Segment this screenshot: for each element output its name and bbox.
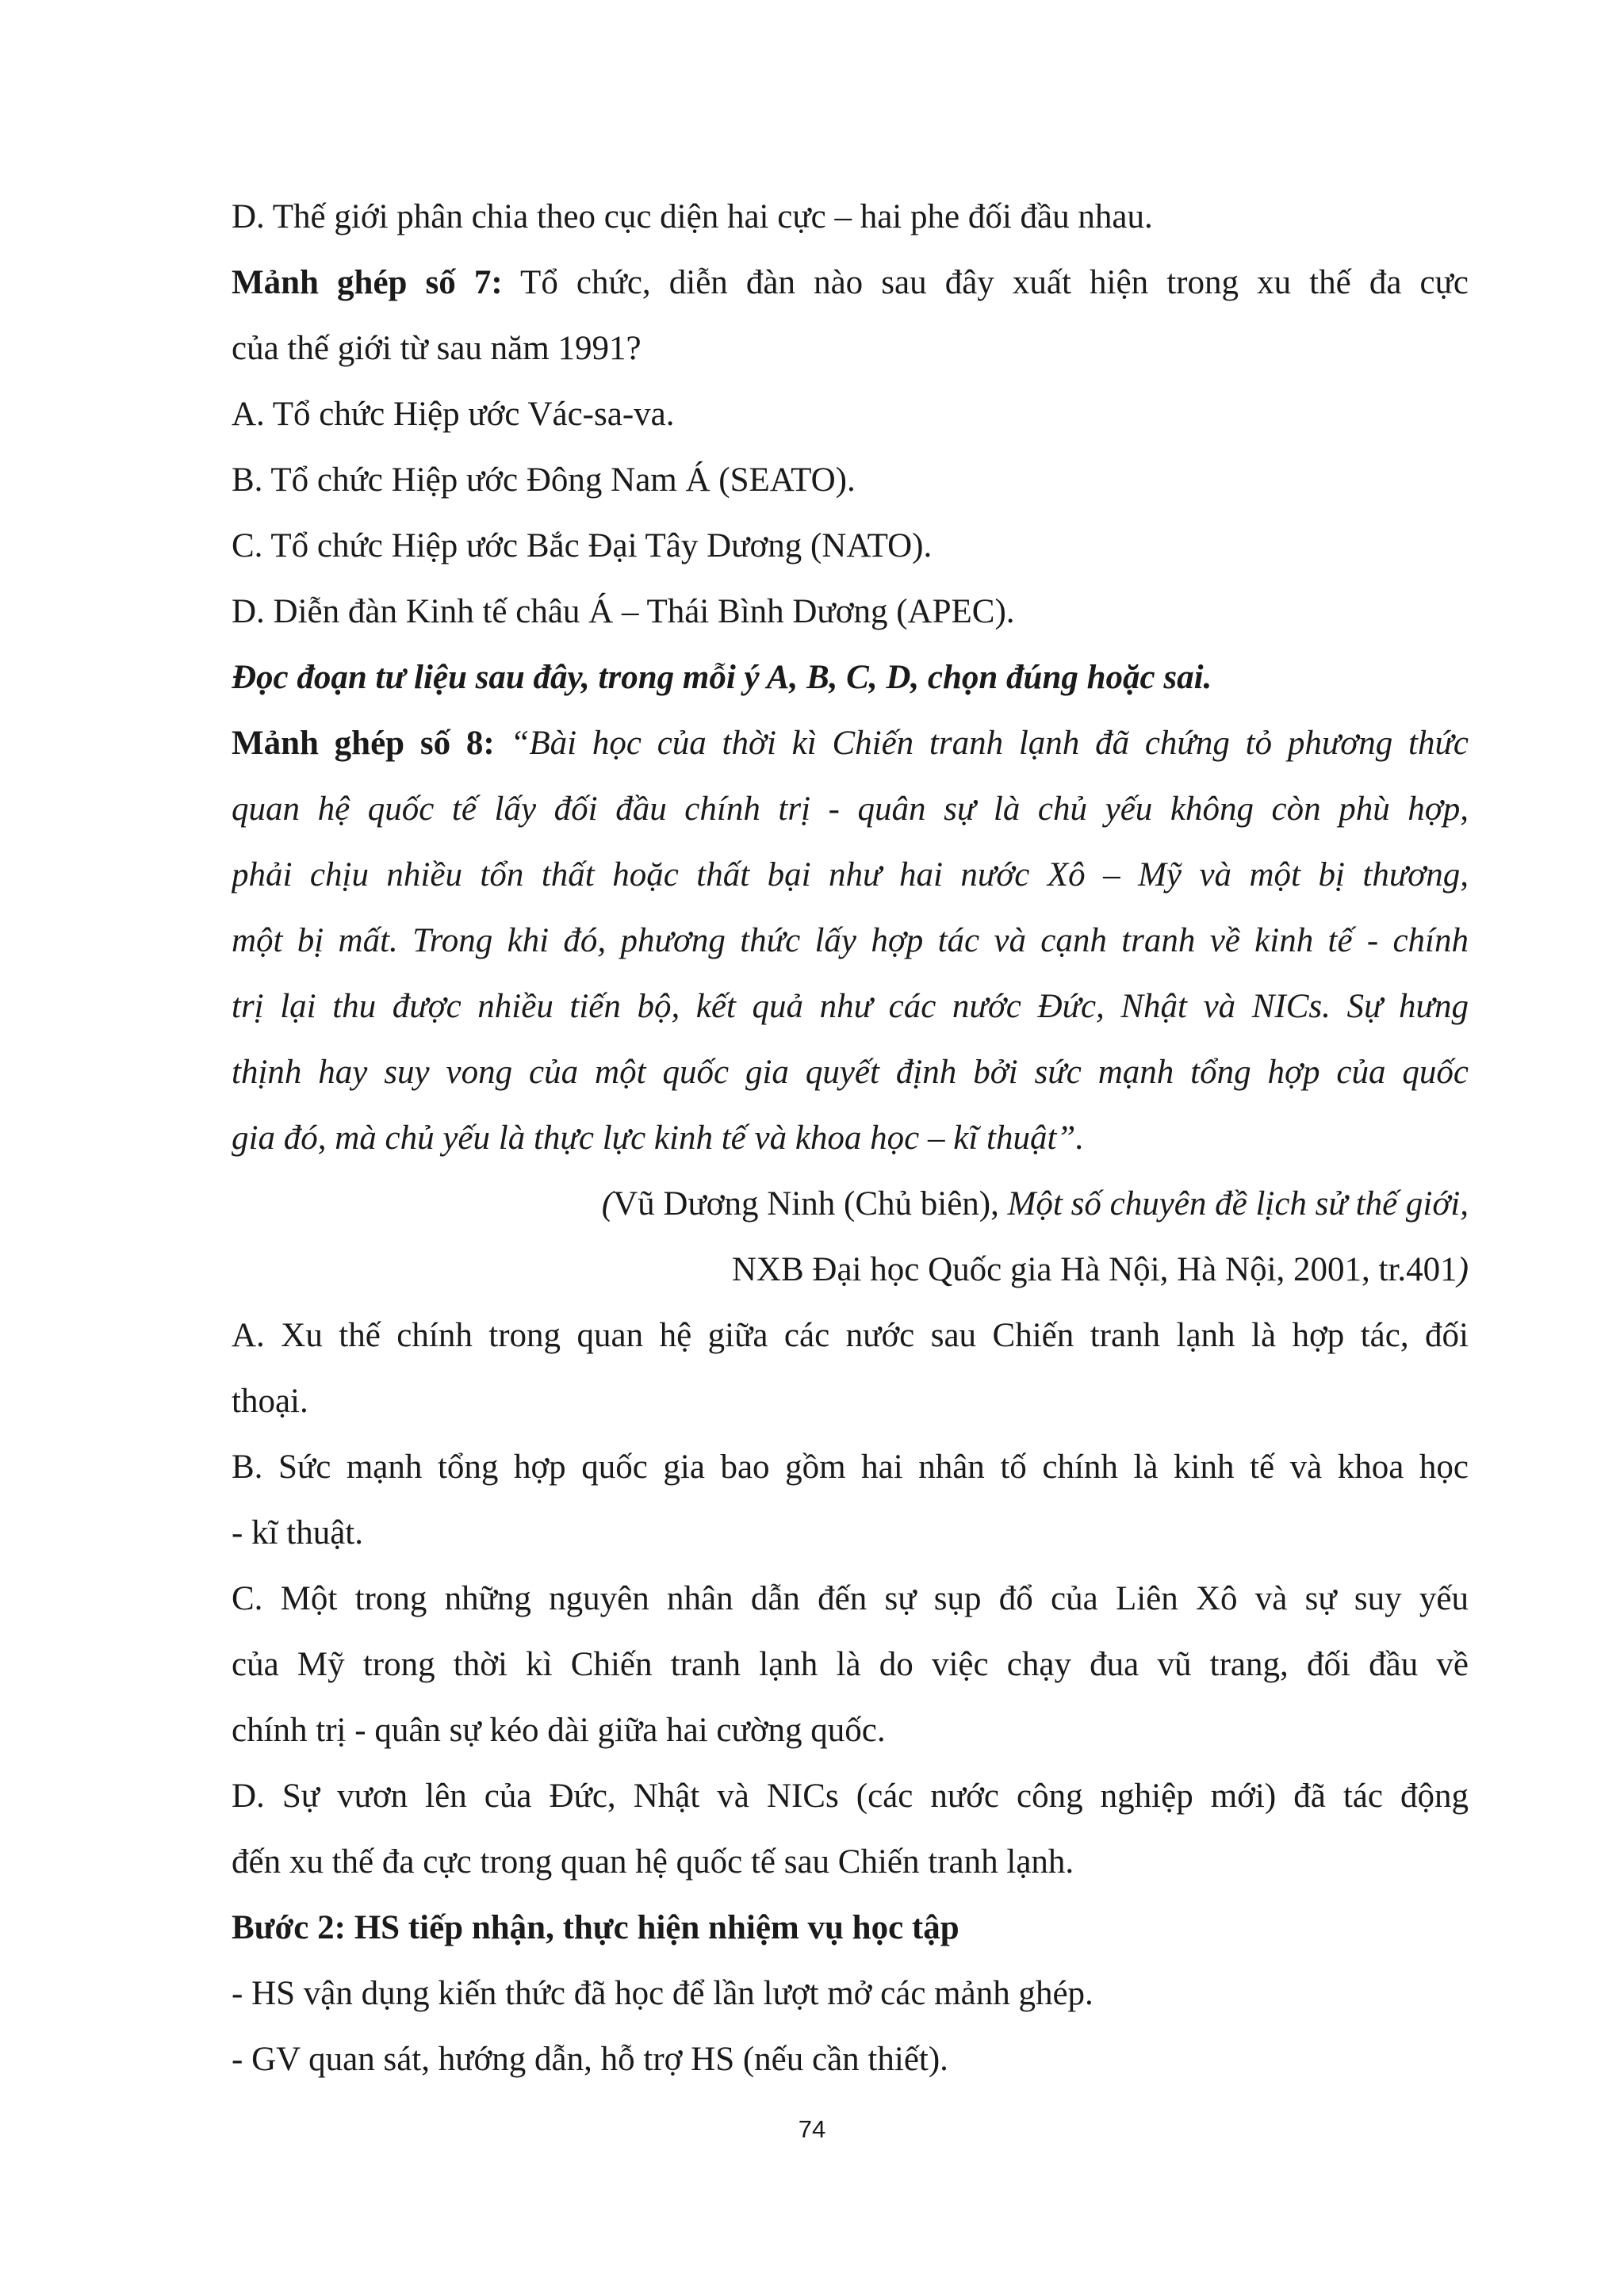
q7-label: Mảnh ghép số 7: [232,264,503,301]
source-citation-line-1: (Vũ Dương Ninh (Chủ biên), Một số chuyên đề lịch sử thế giới, [601,1185,1469,1223]
q6-option-d: D. Thế giới phân chia theo cục diện hai cực – hai phe đối đầu nhau. [232,198,1153,235]
source-author: Vũ Dương Ninh (Chủ biên), [613,1185,1008,1223]
step2-item-1: - HS vận dụng kiến thức đã học để lần lượt mở các mảnh ghép. [232,1975,1094,2012]
q8-quote-line-3: phải chịu nhiều tổn thất hoặc thất bại như hai nước Xô – Mỹ và một bị thương, [232,856,1469,894]
q8-statement-b-line-2: - kĩ thuật. [232,1514,363,1552]
q8-statement-c-line-1: C. Một trong những nguyên nhân dẫn đến sự sụp đổ của Liên Xô và sự suy yếu [232,1580,1469,1617]
q8-statement-a-line-2: thoại. [232,1383,308,1420]
q8-statement-d-line-2: đến xu thế đa cực trong quan hệ quốc tế sau Chiến tranh lạnh. [232,1843,1074,1881]
q8-quote: “Bài học của thời kì Chiến tranh lạnh đã chứng tỏ phương thức [510,725,1469,762]
q7-prompt-line-1 [232,250,1469,316]
q8-quote-line-6: thịnh hay suy vong của một quốc gia quyết định bởi sức mạnh tổng hợp của quốc [232,1054,1469,1091]
document-page [232,184,1469,2092]
q8-quote-line-2: quan hệ quốc tế lấy đối đầu chính trị - quân sự là chủ yếu không còn phù hợp, [232,790,1469,828]
q8-label: Mảnh ghép số 8: [232,725,495,762]
q7-option-d: D. Diễn đàn Kinh tế châu Á – Thái Bình Dương (APEC). [232,593,1015,630]
source-publisher: NXB Đại học Quốc gia Hà Nội, Hà Nội, 2001, tr.401 [731,1251,1457,1288]
source-citation-line-2: NXB Đại học Quốc gia Hà Nội, Hà Nội, 2001, tr.401) [731,1251,1469,1288]
q7-text: Tổ chức, diễn đàn nào sau đây xuất hiện trong xu thế đa cực [502,264,1469,301]
q8-statement-d-line-1: D. Sự vươn lên của Đức, Nhật và NICs (các nước công nghiệp mới) đã tác động [232,1777,1469,1815]
q7-option-b: B. Tổ chức Hiệp ước Đông Nam Á (SEATO). [232,461,856,499]
reading-instruction: Đọc đoạn tư liệu sau đây, trong mỗi ý A, B, C, D, chọn đúng hoặc sai. [232,659,1212,696]
q7-prompt-line-2: của thế giới từ sau năm 1991? [232,330,642,367]
q8-quote-line-4: một bị mất. Trong khi đó, phương thức lấy hợp tác và cạnh tranh về kinh tế - chính [232,922,1469,959]
q7-option-a: A. Tổ chức Hiệp ước Vác-sa-va. [232,396,675,433]
page-number: 74 [798,2115,826,2143]
step2-heading: Bước 2: HS tiếp nhận, thực hiện nhiệm vụ học tập [232,1909,959,1946]
step2-item-2: - GV quan sát, hướng dẫn, hỗ trợ HS (nếu cần thiết). [232,2041,948,2078]
q8-statement-c-line-3: chính trị - quân sự kéo dài giữa hai cường quốc. [232,1712,886,1749]
q8-statement-a-line-1: A. Xu thế chính trong quan hệ giữa các nước sau Chiến tranh lạnh là hợp tác, đối [232,1317,1469,1354]
q8-quote-line-7: gia đó, mà chủ yếu là thực lực kinh tế và khoa học – kĩ thuật”. [232,1119,1085,1157]
q8-statement-c-line-2: của Mỹ trong thời kì Chiến tranh lạnh là do việc chạy đua vũ trang, đối đầu về [232,1646,1469,1683]
q8-statement-b-line-1: B. Sức mạnh tổng hợp quốc gia bao gồm hai nhân tố chính là kinh tế và khoa học [232,1448,1469,1486]
q7-option-c: C. Tổ chức Hiệp ước Bắc Đại Tây Dương (NATO). [232,527,933,564]
q8-quote-line-5: trị lại thu được nhiều tiến bộ, kết quả như các nước Đức, Nhật và NICs. Sự hưng [232,988,1469,1025]
source-title: Một số chuyên đề lịch sử thế giới, [1007,1185,1469,1223]
q8-quote-line-1 [232,710,1469,776]
